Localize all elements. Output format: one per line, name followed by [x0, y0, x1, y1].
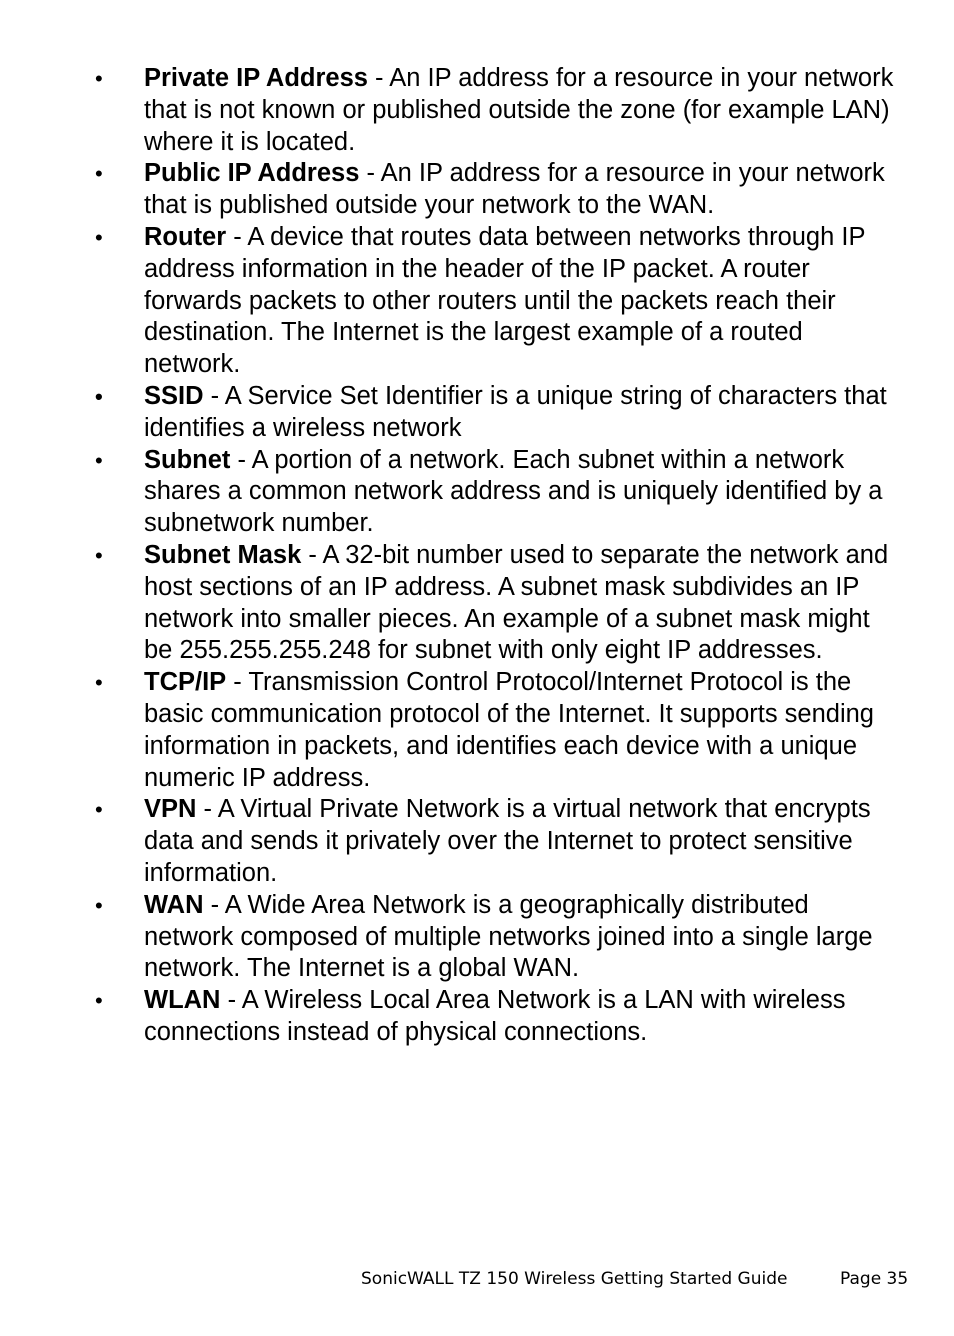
glossary-definition: - A Virtual Private Network is a virtual network that encrypts data and sends it privately over the Internet to protect sensitive information. — [144, 795, 871, 887]
glossary-term: TCP/IP — [144, 668, 227, 697]
glossary-list — [0, 63, 954, 1049]
glossary-definition: - A device that routes data between networks through IP address information in the header of the IP packet. A router forwards packets to other routers until the packets reach their destination. The Internet is the largest example of a routed network. — [144, 222, 866, 379]
glossary-definition: - A Wide Area Network is a geographically distributed network composed of multiple networks joined into a single large network. The Internet is a global WAN. — [144, 890, 873, 983]
bullet-icon: • — [95, 161, 103, 187]
glossary-entry-vpn — [0, 794, 904, 889]
bullet-icon: • — [95, 447, 103, 473]
glossary-definition: - A 32-bit number used to separate the network and host sections of an IP address. A subnet mask subdivides an IP network into smaller pieces. An example of a subnet mask might be 255.255.255.248 for subnet with only eight IP addresses. — [144, 540, 889, 665]
glossary-entry-subnet — [0, 445, 904, 540]
bullet-icon: • — [95, 66, 103, 91]
bullet-icon: • — [95, 670, 103, 696]
bullet-icon: • — [95, 383, 103, 409]
glossary-definition: - A Wireless Local Area Network is a LAN with wireless connections instead of physical connections. — [144, 986, 846, 1046]
glossary-term: VPN — [144, 795, 197, 824]
glossary-entry-public-ip-address — [0, 158, 904, 222]
bullet-icon: • — [95, 892, 103, 918]
bullet-icon: • — [95, 988, 103, 1014]
glossary-term: Private IP Address — [144, 64, 368, 92]
glossary-entry-wan — [0, 890, 904, 985]
glossary-term: SSID — [144, 381, 204, 410]
footer-guide-title: SonicWALL TZ 150 Wireless Getting Started Guide — [361, 1269, 788, 1289]
footer-page-number: Page 35 — [840, 1269, 909, 1289]
glossary-term: WLAN — [144, 986, 221, 1015]
glossary-definition: - A portion of a network. Each subnet within a network shares a common network address and is uniquely identified by a subnetwork number. — [144, 445, 883, 538]
glossary-entry-private-ip-address — [0, 63, 904, 158]
glossary-term: WAN — [144, 890, 204, 919]
bullet-icon: • — [95, 542, 103, 568]
glossary-entry-wlan — [0, 985, 904, 1049]
glossary-definition: - An IP address for a resource in your network that is not known or published outside the zone (for example LAN) where it is located. — [144, 64, 894, 156]
glossary-entry-ssid — [0, 381, 904, 445]
bullet-icon: • — [95, 224, 103, 250]
glossary-definition: - Transmission Control Protocol/Internet Protocol is the basic communication protocol of the Internet. It supports sending information in packets, and identifies each device with a unique numeric IP address. — [144, 668, 874, 792]
glossary-entry-tcp-ip — [0, 667, 904, 794]
glossary-term: Subnet Mask — [144, 540, 302, 569]
glossary-entry-subnet-mask — [0, 540, 904, 667]
glossary-term: Public IP Address — [144, 159, 360, 188]
glossary-definition: - A Service Set Identifier is a unique string of characters that identifies a wireless network — [144, 381, 887, 442]
glossary-definition: - An IP address for a resource in your network that is published outside your network to the WAN. — [144, 159, 885, 220]
glossary-term: Router — [144, 222, 227, 251]
glossary-term: Subnet — [144, 445, 231, 474]
bullet-icon: • — [95, 797, 103, 823]
glossary-entry-router — [0, 222, 904, 381]
